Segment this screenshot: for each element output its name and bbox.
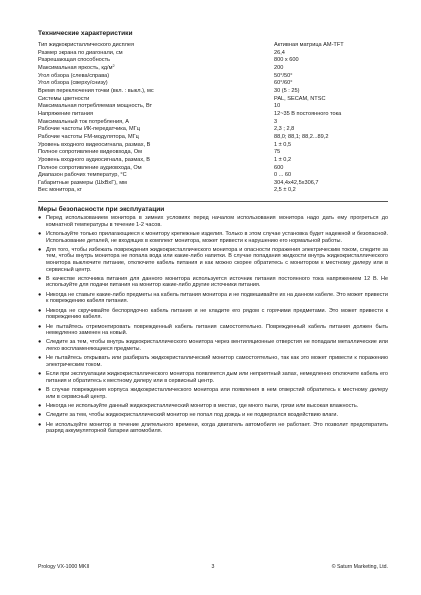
footer-copyright: © Saturn Marketing, Ltd. — [331, 564, 388, 570]
spec-param: Разрешающая способность — [38, 57, 111, 64]
safety-item-text: Никогда не используйте данный жидкокристаллический монитор в местах, где много пыли, грязи или высокая влажность. — [46, 403, 359, 410]
spec-value: 304,4x42,5x306,7 — [274, 179, 319, 186]
safety-item-text: Никогда не ставьте какие-либо предметы на кабель питания монитора и не подвешивайте их на данном кабеле. Это может привести к повреждению кабеля питания. — [46, 291, 388, 305]
safety-item — [38, 308, 388, 321]
bullet-icon: ● — [38, 371, 42, 378]
safety-item — [38, 403, 388, 410]
spec-value: 60°/60° — [274, 80, 293, 87]
spec-row — [38, 65, 388, 73]
spec-param: Тип жидкокристаллического дисплея — [38, 42, 135, 48]
page-footer — [38, 563, 388, 571]
safety-item-text: Следите за тем, чтобы жидкокристаллический монитор не попал под дождь и не подвергался воздействию влаги. — [46, 412, 339, 419]
spec-param: Угол обзора (слева/справа) — [38, 72, 110, 79]
safety-item — [38, 387, 388, 400]
spec-row — [38, 88, 388, 96]
spec-param: Диапазон рабочих температур, °С — [38, 172, 127, 179]
spec-value: 600 — [274, 164, 284, 171]
spec-row — [38, 111, 388, 119]
spec-value: 50°/50° — [274, 72, 293, 79]
bullet-icon: ● — [38, 231, 42, 238]
safety-item-text: Не пытайтесь отремонтировать поврежденный кабель питания самостоятельно. Поврежденный кабель питания должен быть немедленно заменен на новый. — [46, 323, 388, 337]
bullet-icon: ● — [38, 291, 42, 298]
safety-item-text: Используйте только прилагающиеся к монитору крепежные изделия. Только в этом случае установка будет надежной и безопасной. Использование деталей, не входящих в комплект монитора, может привести к нарушению его нормальной работы. — [46, 231, 388, 244]
spec-row — [38, 149, 388, 157]
safety-item-text: Не используйте монитор в течение длительного времени, когда двигатель автомобиля не работает. Это позволит предотвратить разряд аккумуляторной батареи автомобиля. — [46, 421, 388, 435]
spec-value: 0 ... 60 — [274, 172, 292, 179]
spec-row — [38, 134, 388, 142]
spec-row — [38, 96, 388, 104]
spec-value: Активная матрица AM-TFT — [274, 42, 344, 48]
safety-item-text: Следите за тем, чтобы внутрь жидкокристаллического монитора через вентиляционные отверстия не попадали металлические или легко воспламеняющиеся предметы. — [46, 339, 388, 352]
spec-row — [38, 157, 388, 165]
bullet-icon: ● — [38, 275, 42, 282]
spec-value: 12~35 В постоянного тока — [274, 110, 342, 117]
bullet-icon: ● — [38, 246, 42, 253]
spec-param: Угол обзора (сверху/снизу) — [38, 80, 108, 87]
spec-param: Полное сопротивление аудиовхода, Ом — [38, 164, 142, 171]
safety-item — [38, 247, 388, 273]
spec-value: 1 ± 0,2 — [274, 156, 292, 163]
spec-row — [38, 142, 388, 150]
spec-value: 10 — [274, 103, 281, 110]
bullet-icon: ● — [38, 387, 42, 394]
page-number: 3 — [211, 564, 215, 570]
spec-value: 1 ± 0,5 — [274, 141, 292, 148]
safety-item-text: Перед использованием монитора в зимних условиях перед началом использования монитора надо дать ему прогреться до комнатной температуры в течение 1-2 часов. — [46, 215, 388, 228]
spec-row — [38, 103, 388, 111]
bullet-icon: ● — [38, 215, 42, 222]
spec-param: Габаритные размеры (ШхВхГ), мм — [38, 179, 127, 186]
bullet-icon: ● — [38, 355, 42, 362]
spec-value: 2,3 ; 2,8 — [274, 126, 295, 133]
spec-param: Напряжение питания — [38, 110, 93, 117]
section-divider — [38, 201, 388, 202]
spec-param: Максимальный ток потребления, А — [38, 118, 129, 125]
safety-item — [38, 355, 388, 368]
spec-param: Системы цветности — [38, 95, 90, 102]
spec-row — [38, 165, 388, 173]
spec-row — [38, 42, 388, 50]
safety-item — [38, 276, 388, 289]
spec-param: Максимальная потребляемая мощность, Вт — [38, 103, 153, 110]
safety-item-text: Никогда не скручивайте беспорядочно кабель питания и не кладите его рядом с горячими предметами. Это может привести к повреждению кабеля. — [46, 307, 388, 321]
spec-param: Рабочие частоты ИК-передатчика, МГц — [38, 126, 140, 133]
safety-item-text: Если при эксплуатации жидкокристаллического монитора появляется дым или неприятный запах, немедленно отключите кабель его питания и обратитесь к местному дилеру или в сервисный центр. — [46, 371, 388, 384]
document-page — [38, 30, 388, 438]
safety-item — [38, 371, 388, 384]
footer-model: Prology VX-1000 MKII — [38, 564, 90, 570]
bullet-icon: ● — [38, 307, 42, 314]
spec-param: Рабочие частоты FM-модулятора, МГц — [38, 133, 139, 140]
safety-item — [38, 231, 388, 244]
safety-item — [38, 324, 388, 337]
bullet-icon: ● — [38, 323, 42, 330]
bullet-icon: ● — [38, 421, 42, 428]
spec-value: 75 — [274, 149, 281, 156]
spec-value: 30 (5 : 25) — [274, 87, 300, 94]
spec-value: 2,5 ± 0,2 — [274, 187, 296, 194]
specs-heading: Технические характеристики — [38, 30, 133, 37]
bullet-icon: ● — [38, 412, 42, 419]
spec-value: 26,4 — [274, 49, 285, 56]
bullet-icon: ● — [38, 339, 42, 346]
safety-item-text: В случае повреждения корпуса жидкокристаллического монитора или появления в нем отверстий обратитесь к местному дилеру или в сервисный центр. — [46, 387, 388, 400]
spec-row — [38, 126, 388, 134]
bullet-icon: ● — [38, 403, 42, 410]
spec-param: Время переключения точки (вкл. : выкл.), мс — [38, 87, 154, 94]
spec-row — [38, 180, 388, 188]
spec-value: 200 — [274, 64, 284, 71]
safety-item — [38, 339, 388, 352]
safety-item-text: В качестве источника питания для данного монитора используется источник питания постоянного тока напряжением 12 В. Не используйте для подачи питания на монитор какие-либо другие источники питания. — [46, 275, 388, 289]
spec-row — [38, 57, 388, 65]
safety-item — [38, 412, 388, 419]
spec-value: 800 x 600 — [274, 57, 299, 64]
safety-item-text: Для того, чтобы избежать повреждения жидкокристаллического монитора и опасности поражения электрическим током, следите за тем, чтобы внутрь монитора не попала вода или какие-либо напитки. В случае попадания жидкости внутрь жидкокристаллического монитора выключите питание, отключите кабель питания и как можно скорее обратитесь с монитором к местному дилеру или в сервисный центр. — [46, 246, 388, 273]
specs-table — [38, 42, 388, 195]
safety-list — [38, 215, 388, 435]
spec-row — [38, 50, 388, 58]
spec-value: PAL, SECAM, NTSC — [274, 95, 326, 102]
spec-param: Полное сопротивление видеовхода, Ом — [38, 149, 142, 156]
spec-row — [38, 187, 388, 195]
spec-row — [38, 172, 388, 180]
spec-param: Вес монитора, кг — [38, 187, 82, 194]
spec-row — [38, 73, 388, 81]
spec-param: Уровень входного видеосигнала, размах, В — [38, 141, 151, 148]
safety-heading: Меры безопасности при эксплуатации — [38, 206, 165, 214]
spec-param: Максимальная яркость, $кд/м^2$ — [38, 63, 115, 71]
spec-param: Размер экрана по диагонали, см — [38, 49, 123, 56]
safety-item — [38, 422, 388, 435]
spec-row — [38, 119, 388, 127]
safety-item — [38, 292, 388, 305]
spec-param: Уровень входного аудиосигнала, размах, В — [38, 156, 150, 163]
safety-item-text: Не пытайтесь открывать или разбирать жидкокристаллический монитор самостоятельно, так как это может привести к поражению электрическим током. — [46, 355, 388, 368]
spec-row — [38, 80, 388, 88]
safety-item — [38, 215, 388, 228]
spec-value: 3 — [274, 118, 278, 125]
spec-value: 88,0; 88,1; 88,2...89,2 — [274, 133, 329, 140]
